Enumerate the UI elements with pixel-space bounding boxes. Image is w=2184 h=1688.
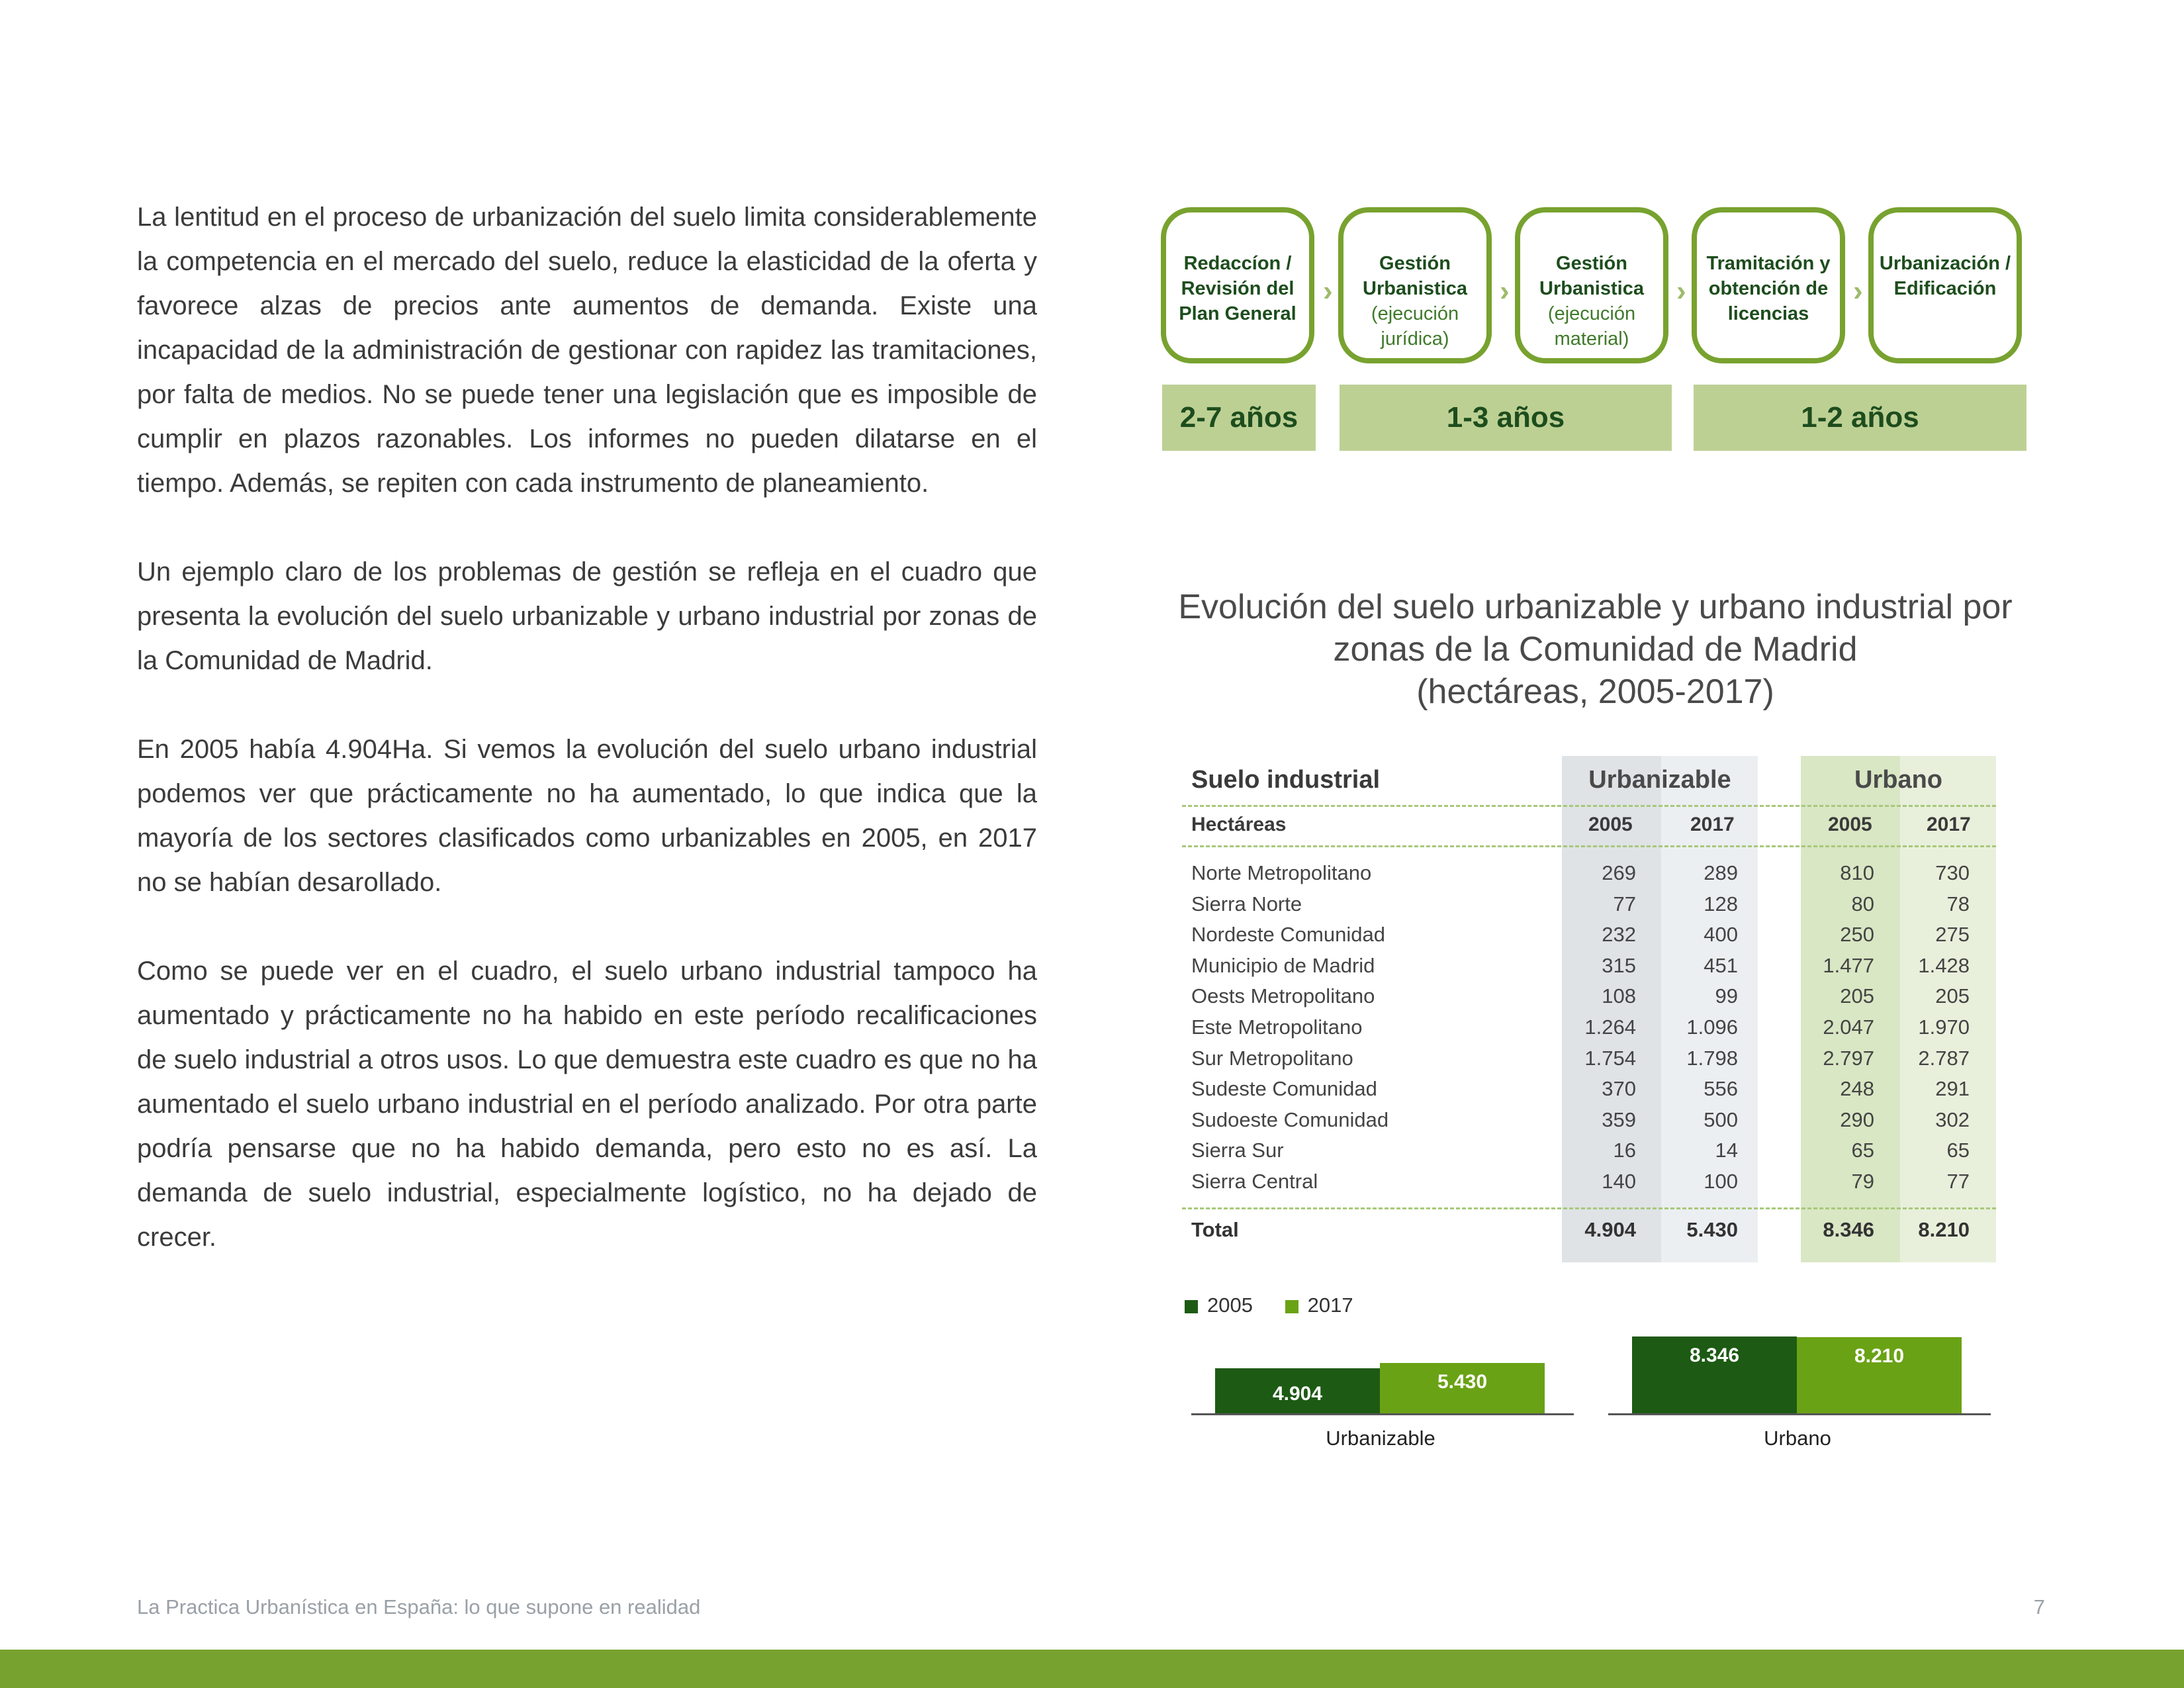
duration-gestion: 1-3 años xyxy=(1340,385,1672,451)
table-row xyxy=(1182,1043,1996,1074)
bar-urbano-2005 xyxy=(1632,1336,1797,1413)
year-header: 2005 xyxy=(1588,814,1633,835)
table-row xyxy=(1182,889,1996,920)
chart-baseline xyxy=(1608,1413,1991,1415)
cell-value: 1.096 xyxy=(1686,1015,1738,1039)
cell-value: 2.787 xyxy=(1918,1046,1970,1070)
step-title: Gestión Urbanistica xyxy=(1363,253,1467,299)
table-row xyxy=(1182,1012,1996,1043)
table-title-line-3: (hectáreas, 2005-2017) xyxy=(1416,673,1774,711)
paragraph-3: En 2005 había 4.904Ha. Si vemos la evolución del suelo urbano industrial podemos ver que prácticamente no ha aumentado, lo que indica que la mayoría de los sectores clasificados como urbanizables en 2005, en 2017 no se habían desarollado. xyxy=(137,735,1037,897)
table-row xyxy=(1182,1135,1996,1166)
cell-value: 400 xyxy=(1704,923,1738,947)
legend-item-2005 xyxy=(1185,1293,1253,1317)
sublabel-hectareas: Hectáreas xyxy=(1191,814,1287,835)
cell-value: 80 xyxy=(1851,892,1874,915)
cell-value: 250 xyxy=(1840,923,1874,947)
bar-value-label: 4.904 xyxy=(1272,1383,1323,1405)
step-title: Urbanización / Edificación xyxy=(1879,253,2011,299)
total-value: 8.346 xyxy=(1823,1218,1874,1241)
cell-value: 2.797 xyxy=(1823,1046,1874,1070)
process-flow xyxy=(1161,207,2030,453)
duration-plan: 2-7 años xyxy=(1162,385,1316,451)
paragraph-1: La lentitud en el proceso de urbanización del suelo limita considerablemente la competencia en el mercado del suelo, reduce la elasticidad de la oferta y favorece alzas de precios ante aumentos de demanda. Existe una incapacidad de la administración de gestionar con rapidez las tramitaciones, por falta de medios. No se puede tener una legislación que es imposible de cumplir en plazos razonables. Los informes no pueden dilatarse en el tiempo. Además, se repiten con cada instrumento de planeamiento. xyxy=(137,203,1037,498)
total-value: 8.210 xyxy=(1918,1218,1970,1241)
cell-value: 205 xyxy=(1840,984,1874,1008)
cell-value: 302 xyxy=(1935,1107,1970,1131)
cell-value: 77 xyxy=(1613,892,1636,915)
cell-value: 451 xyxy=(1704,953,1738,977)
table-row xyxy=(1182,981,1996,1012)
table-row xyxy=(1182,919,1996,951)
step-gestion-material xyxy=(1515,207,1668,363)
cell-value: 65 xyxy=(1946,1139,1970,1162)
cell-value: 290 xyxy=(1840,1107,1874,1131)
paragraph-2: Un ejemplo claro de los problemas de gestión se refleja en el cuadro que presenta la evolución del suelo urbanizable y urbano industrial por zonas de la Comunidad de Madrid. xyxy=(137,557,1037,675)
cell-value: 14 xyxy=(1715,1139,1738,1162)
step-subtitle: (ejecución jurídica) xyxy=(1371,303,1459,350)
cell-value: 205 xyxy=(1935,984,1970,1008)
bar-urbanizable-2017 xyxy=(1380,1363,1545,1413)
step-gestion-juridica xyxy=(1338,207,1492,363)
row-label: Norte Metropolitano xyxy=(1191,861,1372,884)
bar-value-label: 8.210 xyxy=(1854,1345,1905,1367)
chevron-right-icon: › xyxy=(1676,275,1686,307)
cell-value: 77 xyxy=(1946,1170,1970,1193)
cell-value: 248 xyxy=(1840,1077,1874,1101)
cell-value: 810 xyxy=(1840,861,1874,884)
chart-baseline xyxy=(1191,1413,1574,1415)
cell-value: 1.477 xyxy=(1823,953,1874,977)
year-header: 2005 xyxy=(1828,814,1872,835)
table-row xyxy=(1182,1074,1996,1105)
row-label: Sudeste Comunidad xyxy=(1191,1077,1377,1101)
chart-legend xyxy=(1185,1292,1380,1317)
table-total-row xyxy=(1182,1215,1996,1245)
bar-chart xyxy=(1185,1324,1992,1463)
step-title: Tramitación y obtención de licencias xyxy=(1706,253,1831,324)
table-title-line-2: zonas de la Comunidad de Madrid xyxy=(1333,630,1858,669)
cell-value: 140 xyxy=(1602,1170,1636,1193)
table-row xyxy=(1182,951,1996,982)
step-subtitle: (ejecución material) xyxy=(1547,303,1636,350)
table-title-line-1: Evolución del suelo urbanizable y urbano industrial por xyxy=(1178,588,2013,626)
cell-value: 16 xyxy=(1613,1139,1636,1162)
row-label: Sierra Central xyxy=(1191,1170,1318,1193)
cell-value: 370 xyxy=(1602,1077,1636,1101)
header-urbano: Urbano xyxy=(1854,766,1942,794)
duration-licencias: 1-2 años xyxy=(1694,385,2026,451)
paragraph-4: Como se puede ver en el cuadro, el suelo urbano industrial tampoco ha aumentado y prácticamente no ha habido en este período recalificaciones de suelo industrial a otros usos. Lo que demuestra este cuadro es que no ha aumentado el suelo urbano industrial en el período analizado. Por otra parte podría pensarse que no ha habido demanda, pero esto no es así. La demanda de suelo industrial, especialmente logístico, no ha dejado de crecer. xyxy=(137,957,1037,1252)
bar-urbano-2017 xyxy=(1797,1337,1962,1413)
table-header-label: Suelo industrial xyxy=(1191,766,1381,794)
row-label: Sur Metropolitano xyxy=(1191,1046,1353,1070)
table-row xyxy=(1182,1166,1996,1197)
chevron-right-icon: › xyxy=(1323,275,1333,307)
row-label: Municipio de Madrid xyxy=(1191,953,1375,977)
step-title: Redaccíon / Revisión del Plan General xyxy=(1179,253,1297,324)
cell-value: 1.798 xyxy=(1686,1046,1738,1070)
row-label: Oests Metropolitano xyxy=(1191,984,1375,1008)
chevron-right-icon: › xyxy=(1500,275,1510,307)
cell-value: 65 xyxy=(1851,1139,1874,1162)
category-label-urbano: Urbano xyxy=(1764,1427,1831,1450)
cell-value: 275 xyxy=(1935,923,1970,947)
legend-label: 2005 xyxy=(1207,1293,1253,1317)
legend-item-2017 xyxy=(1285,1293,1353,1317)
data-table xyxy=(1182,756,1996,1262)
cell-value: 108 xyxy=(1602,984,1636,1008)
divider xyxy=(1182,805,1996,807)
divider xyxy=(1182,845,1996,847)
cell-value: 2.047 xyxy=(1823,1015,1874,1039)
cell-value: 99 xyxy=(1715,984,1738,1008)
cell-value: 1.428 xyxy=(1918,953,1970,977)
footer-bar xyxy=(0,1650,2184,1688)
cell-value: 289 xyxy=(1704,861,1738,884)
cell-value: 78 xyxy=(1946,892,1970,915)
cell-value: 1.970 xyxy=(1918,1015,1970,1039)
legend-label: 2017 xyxy=(1307,1293,1353,1317)
year-header: 2017 xyxy=(1690,814,1735,835)
cell-value: 291 xyxy=(1935,1077,1970,1101)
page-number: 7 xyxy=(2033,1595,2045,1618)
step-title: Gestión Urbanistica xyxy=(1539,253,1644,299)
step-urbanizacion xyxy=(1868,207,2022,363)
header-urbanizable: Urbanizable xyxy=(1588,766,1731,794)
divider xyxy=(1182,1207,1996,1209)
cell-value: 79 xyxy=(1851,1170,1874,1193)
cell-value: 100 xyxy=(1704,1170,1738,1193)
cell-value: 232 xyxy=(1602,923,1636,947)
chevron-right-icon: › xyxy=(1853,275,1863,307)
step-licencias xyxy=(1692,207,1845,363)
row-label: Nordeste Comunidad xyxy=(1191,923,1385,947)
cell-value: 269 xyxy=(1602,861,1636,884)
cell-value: 1.264 xyxy=(1584,1015,1636,1039)
total-value: 5.430 xyxy=(1686,1218,1738,1241)
cell-value: 128 xyxy=(1704,892,1738,915)
total-value: 4.904 xyxy=(1584,1218,1636,1241)
legend-swatch xyxy=(1285,1300,1298,1313)
row-label: Este Metropolitano xyxy=(1191,1015,1363,1039)
bar-value-label: 8.346 xyxy=(1689,1344,1740,1366)
legend-swatch xyxy=(1185,1300,1198,1313)
table-row xyxy=(1182,1105,1996,1136)
bar-urbanizable-2005 xyxy=(1215,1368,1380,1413)
cell-value: 1.754 xyxy=(1584,1046,1636,1070)
category-label-urbanizable: Urbanizable xyxy=(1326,1427,1435,1450)
cell-value: 359 xyxy=(1602,1107,1636,1131)
cell-value: 730 xyxy=(1935,861,1970,884)
year-header: 2017 xyxy=(1927,814,1971,835)
row-label: Sierra Norte xyxy=(1191,892,1302,915)
cell-value: 315 xyxy=(1602,953,1636,977)
cell-value: 556 xyxy=(1704,1077,1738,1101)
total-label: Total xyxy=(1191,1218,1239,1241)
row-label: Sudoeste Comunidad xyxy=(1191,1107,1389,1131)
step-redaccion xyxy=(1161,207,1314,363)
row-label: Sierra Sur xyxy=(1191,1139,1284,1162)
table-row xyxy=(1182,858,1996,889)
cell-value: 500 xyxy=(1704,1107,1738,1131)
footer-title: La Practica Urbanística en España: lo que supone en realidad xyxy=(137,1595,701,1618)
bar-value-label: 5.430 xyxy=(1437,1371,1488,1393)
body-text xyxy=(137,195,1037,1304)
table-title xyxy=(1161,586,2030,713)
